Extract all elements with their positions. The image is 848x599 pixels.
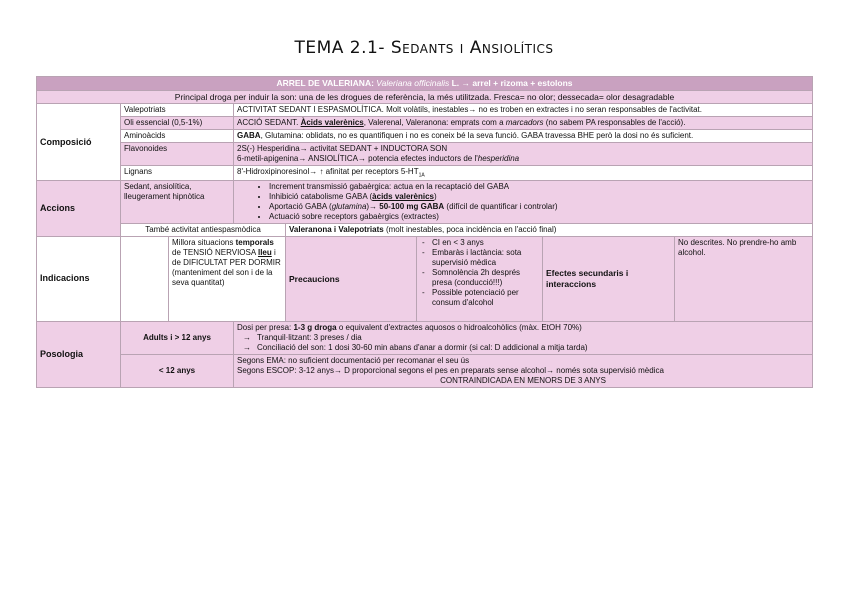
indicacions-text bbox=[169, 237, 286, 322]
composicio-row-5 bbox=[37, 166, 813, 181]
indicacions-row bbox=[37, 237, 813, 322]
b3-c: (difícil de quantificar i controlar) bbox=[444, 202, 558, 212]
b2-a: Inhibició catabolisme GABA ( bbox=[269, 192, 373, 202]
kids-line-3: CONTRAINDICADA EN MENORS DE 3 ANYS bbox=[440, 376, 606, 386]
posologia-row-2 bbox=[37, 355, 813, 388]
section-indicacions: Indicacions bbox=[37, 237, 121, 322]
accions-bullet-4: • Actuació sobre receptors gabaèrgics (extractes) bbox=[269, 212, 809, 222]
oli-t3: (no sabem PA responsables de l'acció). bbox=[543, 118, 686, 128]
comp-name-oli: Oli essencial (0,5-1%) bbox=[121, 117, 234, 130]
precaucio-4: - Possible potenciació per consum d'alcohol bbox=[432, 288, 539, 308]
kids-text-cell bbox=[234, 355, 813, 388]
accions-bullet-2 bbox=[269, 192, 809, 202]
aminoacids-bold: GABA bbox=[237, 131, 261, 141]
ind-t2: de TENSIÓ NERVIOSA bbox=[172, 248, 258, 258]
precaucio-1: - CI en < 3 anys bbox=[432, 238, 539, 248]
flav-line2i: hesperidina bbox=[477, 154, 520, 164]
section-composicio: Composició bbox=[37, 104, 121, 181]
b2-bu: àcids valerènics bbox=[372, 192, 434, 202]
adults-item-2: → Conciliació del son: 1 dosi 30-60 min abans d'anar a dormir (si cal: D addicional a mitja tarda) bbox=[257, 343, 809, 353]
precaucions-list-cell bbox=[417, 237, 543, 322]
composicio-row-2 bbox=[37, 117, 813, 130]
precaucions-label: Precaucions bbox=[286, 237, 417, 322]
comp-text-aminoacids bbox=[234, 130, 813, 143]
accions-also: També activitat antiespasmòdica bbox=[121, 224, 286, 237]
comp-name-aminoacids: Aminoàcids bbox=[121, 130, 234, 143]
oli-ital: marcadors bbox=[505, 118, 544, 128]
lignans-sub: 1A bbox=[418, 172, 425, 179]
comp-name-flavonoides: Flavonoides bbox=[121, 143, 234, 166]
intro-text: Principal droga per induir la son: una de les drogues de referència, la més utilitzada. Fresca= no olor; dessecada= olor desagradable bbox=[37, 90, 813, 104]
comp-name-valepotriats: Valepotriats bbox=[121, 104, 234, 117]
adults-label: Adults i > 12 anys bbox=[121, 322, 234, 355]
b3-a: Aportació GABA ( bbox=[269, 202, 332, 212]
ind-t1: Millora situacions bbox=[172, 238, 236, 248]
composicio-row-3 bbox=[37, 130, 813, 143]
comp-text-lignans bbox=[234, 166, 813, 181]
b3-b: )→ bbox=[366, 202, 380, 212]
composicio-row-1 bbox=[37, 104, 813, 117]
ad-bold: 1-3 g droga bbox=[293, 323, 337, 333]
comp-text-valepotriats: ACTIVITAT SEDANT I ESPASMOLÍTICA. Molt volàtils, inestables→ no es troben en extractes i no seran responsables de l'activitat. bbox=[234, 104, 813, 117]
ind-b2: lleu bbox=[257, 248, 272, 258]
intro-row bbox=[37, 90, 813, 104]
flav-line2a: 6-metil-apigenina→ ANSIOLÍTICA→ potencia efectes inductors de l' bbox=[237, 154, 478, 164]
indicacions-spacer bbox=[121, 237, 169, 322]
ind-t3: i de DIFICULTAT PER DORMIR (manteniment del son i de la seva quantitat) bbox=[172, 248, 281, 288]
ad-t2: o equivalent d'extractes aquosos o hidroalcohòlics (màx. EtOH 70%) bbox=[336, 323, 582, 333]
oli-t2: , Valerenal, Valeranona: emprats com a bbox=[363, 118, 506, 128]
oli-bold: Àcids valerènics bbox=[300, 118, 364, 128]
composicio-row-4 bbox=[37, 143, 813, 166]
page-title: TEMA 2.1- Sedants i Ansiolítics bbox=[294, 38, 554, 58]
ind-b1: temporals bbox=[235, 238, 274, 248]
header-row bbox=[37, 77, 813, 91]
precaucio-2: - Embaràs i lactància: sota supervisió mèdica bbox=[432, 248, 539, 268]
accions-left: Sedant, ansiolítica, lleugerament hipnòtica bbox=[121, 181, 234, 224]
also-rest: (molt inestables, poca incidència en l'acció final) bbox=[383, 225, 557, 235]
accions-row-2 bbox=[37, 224, 813, 237]
accions-bullet-1: • Increment transmissió gabaèrgica: actua en la recaptació del GABA bbox=[269, 182, 809, 192]
accions-row-1 bbox=[37, 181, 813, 224]
b3-bold: 50-100 mg GABA bbox=[379, 202, 445, 212]
aminoacids-text: , Glutamina: oblidats, no es quantifiquen i no es coneix bé la seva funció. GABA travessa BHE però la dosi no és suficient. bbox=[260, 131, 694, 141]
efectes-label: Efectes secundaris i interaccions bbox=[543, 237, 675, 322]
accions-list bbox=[237, 182, 809, 222]
accions-bullet-3 bbox=[269, 202, 809, 212]
section-posologia: Posologia bbox=[37, 322, 121, 388]
plant-parts: L. → arrel + rizoma + estolons bbox=[449, 78, 573, 88]
b3-i: glutamina bbox=[331, 202, 367, 212]
plant-latin-name: Valeriana officinalis bbox=[376, 78, 450, 88]
oli-t1: ACCIÓ SEDANT. bbox=[237, 118, 301, 128]
adults-dose bbox=[237, 323, 809, 333]
adults-list bbox=[237, 333, 809, 353]
posologia-row-1 bbox=[37, 322, 813, 355]
b2-b: ) bbox=[434, 192, 437, 202]
precaucio-3: - Somnolència 2h després presa (conducció!!!) bbox=[432, 268, 539, 288]
comp-text-oli bbox=[234, 117, 813, 130]
comp-name-lignans: Lignans bbox=[121, 166, 234, 181]
adults-text-cell bbox=[234, 322, 813, 355]
plant-name: ARREL DE VALERIANA: bbox=[276, 78, 374, 88]
kids-line-2: Segons ESCOP: 3-12 anys→ D proporcional segons el pes en preparats sense alcohol→ només sota supervisió mèdica bbox=[237, 366, 664, 376]
precaucions-list bbox=[420, 238, 539, 308]
ad-t1: Dosi per presa: bbox=[237, 323, 294, 333]
kids-label: < 12 anys bbox=[121, 355, 234, 388]
plant-header bbox=[37, 77, 813, 91]
kids-line-1: Segons EMA: no suficient documentació per recomanar el seu ús bbox=[237, 356, 470, 366]
accions-also-detail bbox=[286, 224, 813, 237]
flav-line1: 2S(-) Hesperidina→ activitat SEDANT + INDUCTORA SON bbox=[237, 144, 448, 154]
comp-text-flavonoides bbox=[234, 143, 813, 166]
accions-bullets-cell bbox=[234, 181, 813, 224]
efectes-text: No descrites. No prendre-ho amb alcohol. bbox=[675, 237, 813, 322]
adults-item-1: → Tranquil·litzant: 3 preses / dia bbox=[257, 333, 809, 343]
valeriana-table bbox=[36, 76, 813, 388]
lignans-text: 8'-Hidroxipinoresinol→ ↑ afinitat per receptors 5-HT bbox=[237, 167, 419, 177]
section-accions: Accions bbox=[37, 181, 121, 237]
also-bold: Valeranona i Valepotriats bbox=[289, 225, 384, 235]
flav-line2 bbox=[237, 154, 809, 164]
